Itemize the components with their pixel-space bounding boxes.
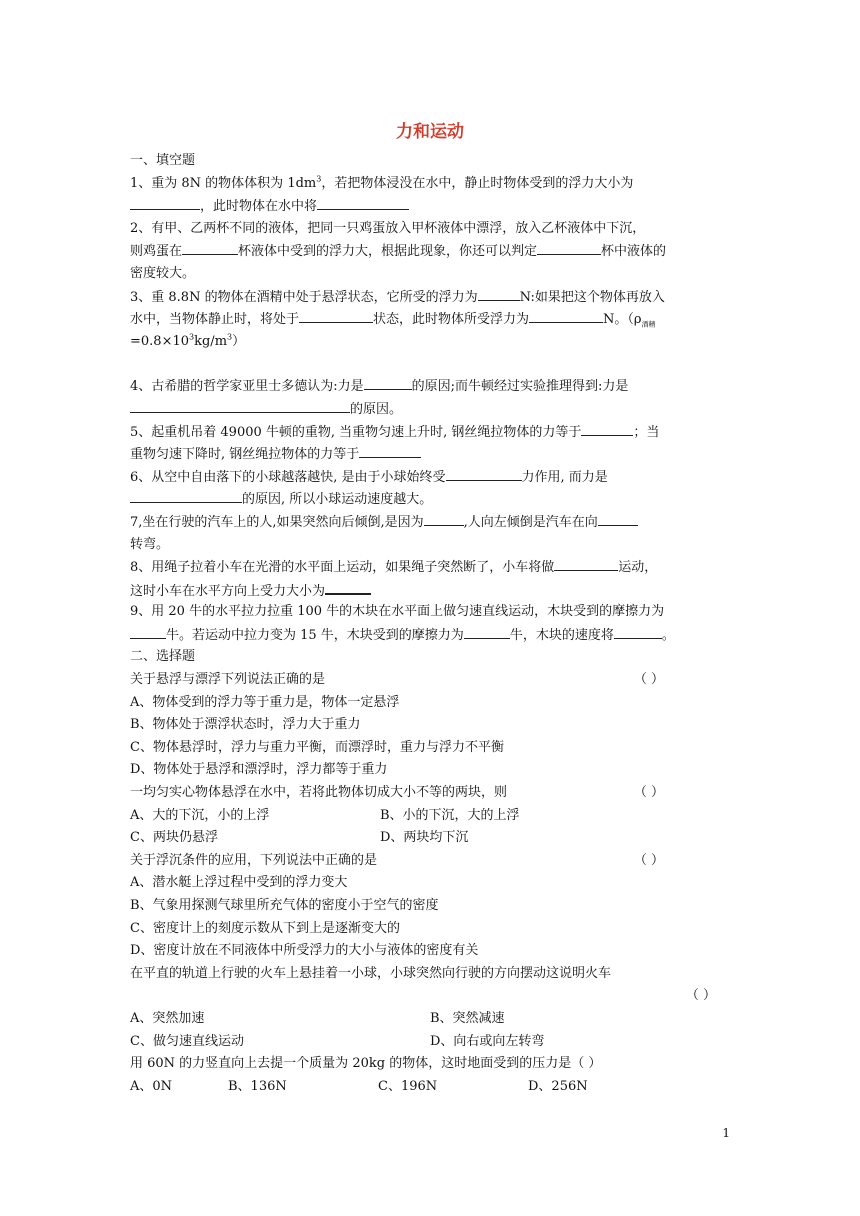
answer-blank[interactable] <box>299 308 373 323</box>
choice-3-option-b: B、气象用探测气球里所充气体的密度小于空气的密度 <box>130 898 439 913</box>
choice-2-options-cd <box>130 827 730 850</box>
question-9-line-2: 牛。若运动中拉力变为 15 牛，木块受到的摩擦力为 牛，木块的速度将 。 <box>130 624 730 647</box>
question-5-line-2: 重物匀速下降时, 钢丝绳拉物体的力等于 <box>130 443 730 466</box>
choice-3-stem: 关于浮沉条件的应用，下列说法中正确的是 （ ） <box>130 850 730 873</box>
option-a: A、大的下沉，小的上浮 <box>130 807 270 823</box>
answer-paren[interactable]: （ ） <box>685 988 716 1004</box>
answer-blank[interactable] <box>614 624 662 639</box>
option-b: B、小的下沉，大的上浮 <box>380 807 520 823</box>
question-4-line-1: 4、古希腊的哲学家亚里士多德认为:力是 的原因;而牛顿经过实验推理得到:力是 <box>130 375 730 398</box>
answer-paren[interactable]: （ ） <box>633 852 664 868</box>
answer-blank[interactable] <box>359 443 421 458</box>
choice-1-option-c: C、物体悬浮时，浮力与重力平衡，而漂浮时，重力与浮力不平衡 <box>130 739 504 755</box>
answer-blank[interactable] <box>424 511 464 526</box>
choice-1-option-b: B、物体处于漂浮状态时，浮力大于重力 <box>130 717 361 733</box>
page-number: 1 <box>722 1126 730 1140</box>
question-6-line-1: 6、从空中自由落下的小球越落越快, 是由于小球始终受 力作用, 而力是 <box>130 466 730 489</box>
choice-4-options-cd <box>130 1031 730 1054</box>
answer-paren[interactable]: （ ） <box>633 785 664 801</box>
answer-blank[interactable] <box>130 624 166 639</box>
answer-blank[interactable] <box>529 308 603 323</box>
section-heading-choice: 二、选择题 <box>130 649 196 665</box>
answer-blank[interactable] <box>598 511 638 526</box>
answer-blank[interactable] <box>130 195 200 210</box>
page-title: 力和运动 <box>396 122 464 142</box>
question-8-line-1: 8、用绳子拉着小车在光滑的水平面上运动，如果绳子突然断了，小车将做 运动， <box>130 556 730 579</box>
answer-blank[interactable] <box>325 579 371 595</box>
choice-5-options <box>130 1076 730 1099</box>
option-d: D、两块均下沉 <box>380 830 469 846</box>
choice-4-stem: 在平直的轨道上行驶的火车上悬挂着一小球，小球突然向行驶的方向摆动这说明火车 <box>130 965 612 981</box>
answer-blank[interactable] <box>464 624 510 639</box>
answer-blank[interactable] <box>537 240 601 255</box>
question-7-line-2: 转弯。 <box>130 536 170 552</box>
question-4-line-2: 的原因。 <box>130 398 730 421</box>
option-c: C、做匀速直线运动 <box>130 1033 244 1049</box>
answer-paren[interactable]: （ ） <box>633 672 664 688</box>
choice-2-options-ab <box>130 805 730 828</box>
option-c: C、两块仍悬浮 <box>130 830 218 846</box>
question-1-line-2: ，此时物体在水中将 <box>130 195 730 218</box>
option-a: A、0N <box>130 1078 173 1094</box>
answer-blank[interactable] <box>446 466 522 481</box>
question-8-line-2: 这时小车在水平方向上受力大小为 <box>130 579 730 602</box>
answer-blank[interactable] <box>478 286 520 301</box>
question-3-line-1: 3、重 8.8N 的物体在酒精中处于悬浮状态，它所受的浮力为 N:如果把这个物体再放入 <box>130 286 730 309</box>
document-body <box>130 150 730 1098</box>
question-3-line-3: $=0.8\times 10^3kg/m^3$） <box>130 332 246 349</box>
question-9-line-1: 9、用 20 牛的水平拉力拉重 100 牛的木块在水平面上做匀速直线运动，木块受到的摩擦力为 <box>130 604 665 620</box>
answer-blank[interactable] <box>130 398 350 413</box>
choice-2-stem: 一均匀实心物体悬浮在水中，若将此物体切成大小不等的两块，则 （ ） <box>130 782 730 805</box>
section-heading-fill-in: 一、填空题 <box>130 153 196 168</box>
question-2-line-2: 则鸡蛋在 杯液体中受到的浮力大，根据此现象，你还可以判定 杯中液体的 <box>130 240 730 263</box>
answer-blank[interactable] <box>554 556 618 571</box>
answer-blank[interactable] <box>317 195 409 210</box>
choice-3-option-a: A、潜水艇上浮过程中受到的浮力变大 <box>130 875 348 891</box>
answer-blank[interactable] <box>182 240 238 255</box>
answer-blank[interactable] <box>581 421 633 436</box>
option-d: D、向右或向左转弯 <box>430 1033 545 1049</box>
option-d: D、256N <box>528 1078 588 1094</box>
question-5-line-1: 5、起重机吊着 49000 牛顿的重物, 当重物匀速上升时, 钢丝绳拉物体的力等于 ；当 <box>130 421 730 444</box>
question-2-line-1: 2、有甲、乙两杯不同的液体，把同一只鸡蛋放入甲杯液体中漂浮，放入乙杯液体中下沉， <box>130 220 646 236</box>
choice-4-paren-line <box>130 985 730 1008</box>
answer-blank[interactable] <box>130 488 242 503</box>
question-1-line-1: 1、重为 8N 的物体体积为 $1dm^3$，若把物体浸没在水中，静止时物体受到的浮力大小为 <box>130 174 634 191</box>
option-a: A、突然加速 <box>130 1010 205 1026</box>
answer-blank[interactable] <box>364 375 412 390</box>
choice-1-stem: 关于悬浮与漂浮下列说法正确的是 （ ） <box>130 669 730 692</box>
option-c: C、196N <box>378 1078 438 1094</box>
choice-5-stem: 用 60N 的力竖直向上去提一个质量为 20kg 的物体，这时地面受到的压力是（ ） <box>130 1056 602 1072</box>
question-3-line-2: 水中，当物体静止时，将处于 状态，此时物体所受浮力为 N。（$\rho_{酒精}$ <box>130 308 730 331</box>
choice-4-options-ab <box>130 1008 730 1031</box>
question-2-line-3: 密度较大。 <box>130 265 196 281</box>
choice-1-option-a: A、物体受到的浮力等于重力是，物体一定悬浮 <box>130 694 400 710</box>
option-b: B、136N <box>228 1078 287 1094</box>
choice-1-option-d: D、物体处于悬浮和漂浮时，浮力都等于重力 <box>130 762 388 778</box>
choice-3-option-c: C、密度计上的刻度示数从下到上是逐渐变大的 <box>130 920 400 936</box>
choice-3-option-d: D、密度计放在不同液体中所受浮力的大小与液体的密度有关 <box>130 943 479 959</box>
option-b: B、突然减速 <box>430 1010 505 1026</box>
question-7-line-1: 7,坐在行驶的汽车上的人,如果突然向后倾倒,是因为 ,人向左倾倒是汽车在向 <box>130 511 730 534</box>
question-6-line-2: 的原因, 所以小球运动速度越大。 <box>130 488 730 511</box>
